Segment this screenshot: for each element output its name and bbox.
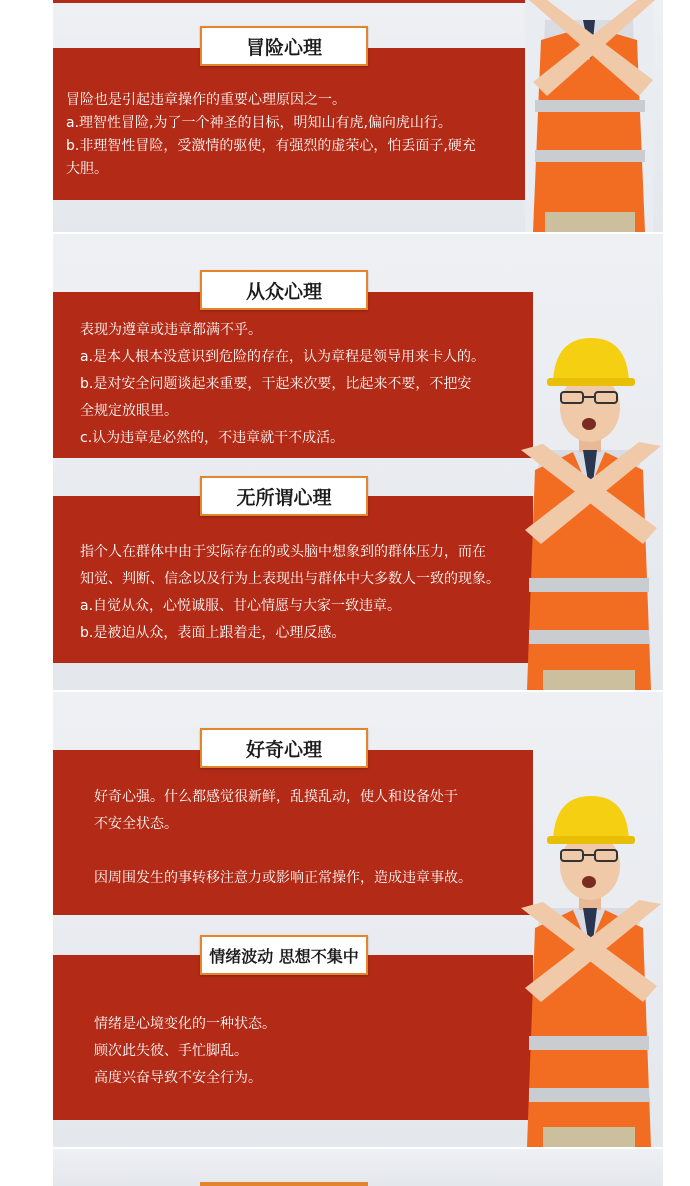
title-haoqi: 好奇心理 (200, 728, 368, 768)
title-tab-partial (200, 1182, 368, 1186)
text-block-3 (80, 539, 532, 647)
text-line: 因周围发生的事转移注意力或影响正常操作，造成违章事故。 (94, 870, 472, 886)
text-block-2 (80, 317, 530, 452)
text-line: 高度兴奋导致不安全行为。 (94, 1070, 262, 1086)
text-line: 全规定放眼里。 (80, 403, 178, 419)
top-red-edge (53, 0, 533, 3)
text-line (94, 838, 524, 865)
text-line: 不安全状态。 (94, 816, 178, 832)
text-line: 知觉、判断、信念以及行为上表现出与群体中大多数人一致的现象。 (80, 571, 500, 587)
text-line: b.非理智性冒险，受激情的驱使，有强烈的虚荣心，怕丢面子,硬充 (66, 138, 476, 154)
title-maoxian: 冒险心理 (200, 26, 368, 66)
text-line: 大胆。 (66, 161, 108, 177)
text-line: 指个人在群体中由于实际存在的或头脑中想象到的群体压力，而在 (80, 544, 486, 560)
text-line: a.自觉从众，心悦诚服、甘心情愿与大家一致违章。 (80, 598, 402, 614)
text-line: a.理智性冒险,为了一个神圣的目标，明知山有虎,偏向虎山行。 (66, 115, 452, 131)
text-line: 情绪是心境变化的一种状态。 (94, 1016, 276, 1032)
construction-worker-cross-arms-icon (515, 330, 663, 690)
text-line: a.是本人根本没意识到危险的存在，认为章程是领导用来卡人的。 (80, 349, 486, 365)
title-congzhong: 从众心理 (200, 270, 368, 310)
text-line: b.是被迫从众，表面上跟着走，心理反感。 (80, 625, 346, 641)
section-panel-4 (53, 1149, 663, 1186)
text-line: b.是对安全问题谈起来重要，干起来次要，比起来不要，不把安 (80, 376, 472, 392)
title-qingxu: 情绪波动 思想不集中 (200, 935, 368, 975)
construction-worker-cross-arms-icon (515, 0, 663, 232)
text-line: 顾次此失彼、手忙脚乱。 (94, 1043, 248, 1059)
construction-worker-cross-arms-icon (515, 788, 663, 1147)
text-line: 表现为遵章或违章都满不乎。 (80, 322, 262, 338)
text-block-5 (94, 1011, 524, 1092)
text-block-4 (94, 784, 524, 892)
text-block-1 (66, 87, 528, 183)
text-line: 冒险也是引起违章操作的重要心理原因之一。 (66, 92, 346, 108)
text-line: 好奇心强。什么都感觉很新鲜，乱摸乱动，使人和设备处于 (94, 789, 458, 805)
title-wusuowei: 无所谓心理 (200, 476, 368, 516)
text-line: c.认为违章是必然的，不违章就干不成活。 (80, 430, 345, 446)
